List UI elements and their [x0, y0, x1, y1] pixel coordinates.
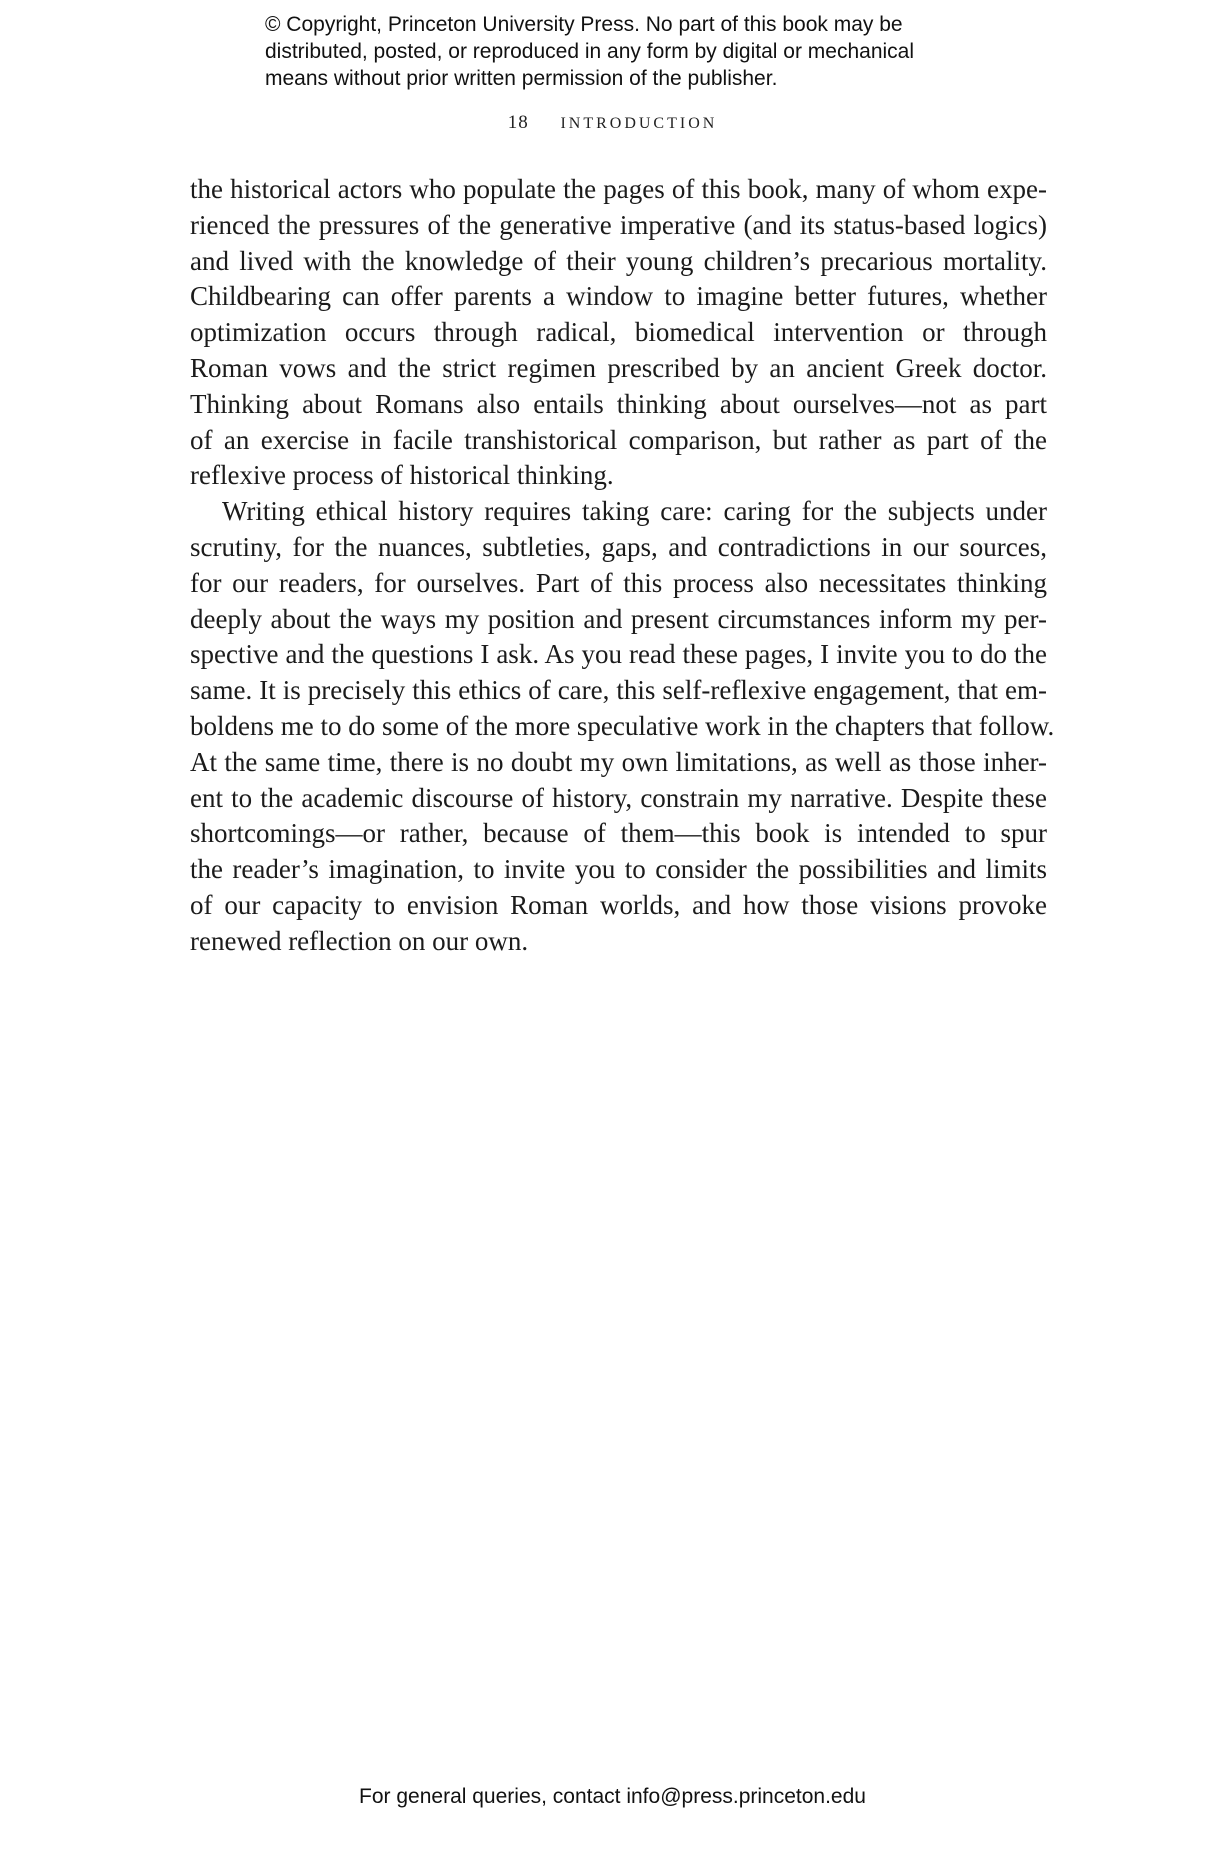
text-line: rienced the pressures of the generative imperative (and its status-based logics): [190, 209, 1047, 240]
text-line: deeply about the ways my position and present circumstances inform my per-: [190, 603, 1047, 634]
paragraph-2: [190, 494, 1055, 959]
copyright-line-1: © Copyright, Princeton University Press. No part of this book may be: [265, 13, 903, 36]
text-line: Roman vows and the strict regimen prescribed by an ancient Greek doctor.: [190, 352, 1047, 383]
text-line: same. It is precisely this ethics of care, this self-reflexive engagement, that em-: [190, 675, 1047, 706]
text-line: and lived with the knowledge of their young children’s precarious mortality.: [190, 245, 1047, 276]
copyright-line-2: distributed, posted, or reproduced in any form by digital or mechanical: [265, 40, 915, 63]
paragraph-1: [190, 172, 1047, 494]
body-text: [190, 172, 1055, 960]
text-line: renewed reflection on our own.: [190, 925, 529, 956]
text-line: for our readers, for ourselves. Part of this process also necessitates thinking: [190, 567, 1047, 598]
text-line: reflexive process of historical thinking.: [190, 460, 614, 491]
copyright-notice: [265, 11, 1025, 92]
copyright-line-3: means without prior written permission of the publisher.: [265, 67, 778, 90]
section-title: INTRODUCTION: [560, 115, 718, 132]
text-line: boldens me to do some of the more speculative work in the chapters that follow.: [190, 710, 1055, 741]
text-line: Writing ethical history requires taking care: caring for the subjects under: [222, 496, 1047, 527]
text-line: the reader’s imagination, to invite you to consider the possibilities and limits: [190, 854, 1047, 885]
text-line: spective and the questions I ask. As you read these pages, I invite you to do the: [190, 639, 1047, 670]
text-line: optimization occurs through radical, biomedical intervention or through: [190, 317, 1047, 348]
page-number: 18: [507, 112, 529, 133]
text-line: At the same time, there is no doubt my own limitations, as well as those inher-: [190, 746, 1047, 777]
text-line: of our capacity to envision Roman worlds, and how those visions provoke: [190, 889, 1047, 920]
text-line: scrutiny, for the nuances, subtleties, gaps, and contradictions in our sources,: [190, 531, 1047, 562]
running-head: [0, 112, 1225, 134]
text-line: the historical actors who populate the pages of this book, many of whom expe-: [190, 174, 1047, 204]
footer-contact: For general queries, contact info@press.princeton.edu: [359, 1785, 866, 1808]
text-line: Thinking about Romans also entails thinking about ourselves—not as part: [190, 388, 1047, 419]
text-line: shortcomings—or rather, because of them—this book is intended to spur: [190, 818, 1047, 849]
text-line: of an exercise in facile transhistorical comparison, but rather as part of the: [190, 424, 1047, 455]
text-line: Childbearing can offer parents a window to imagine better futures, whether: [190, 281, 1047, 312]
text-line: ent to the academic discourse of history, constrain my narrative. Despite these: [190, 782, 1047, 813]
